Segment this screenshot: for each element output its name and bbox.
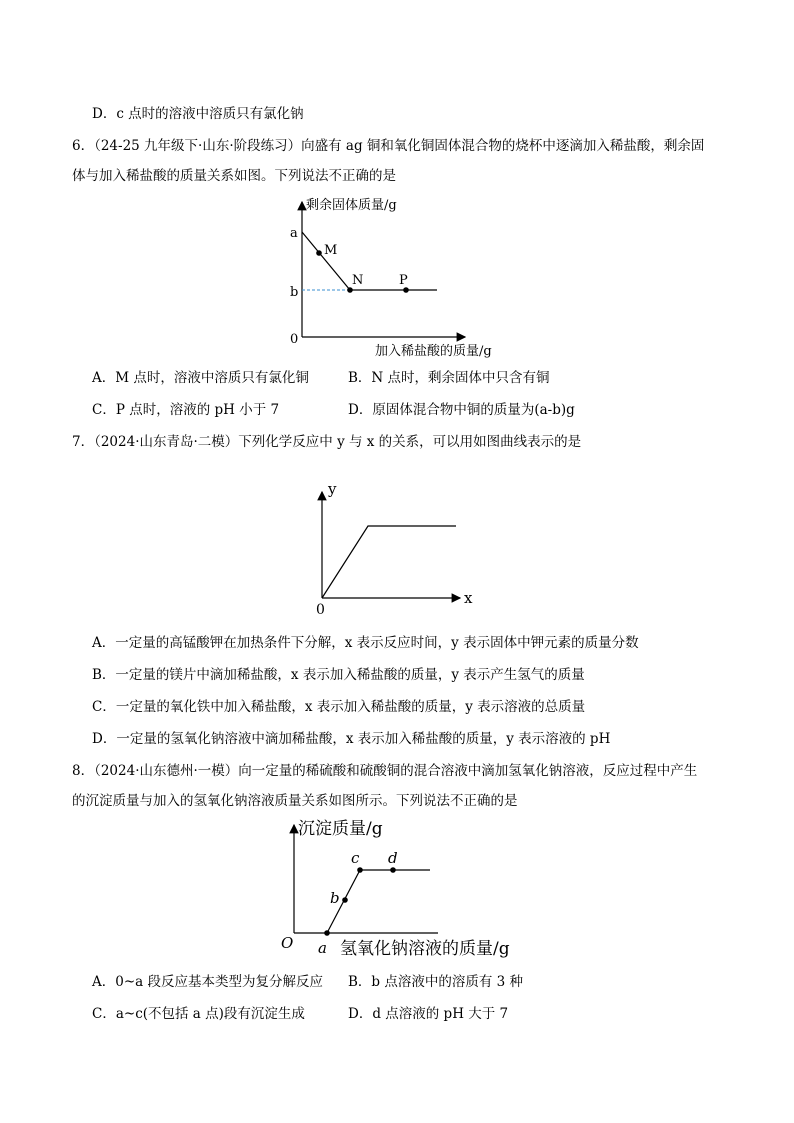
q8-label-a: a xyxy=(318,939,327,957)
q6-label-p: P xyxy=(399,273,408,288)
q6-option-d: D．原固体混合物中铜的质量为(a-b)g xyxy=(348,402,575,418)
q8-option-b: B．b 点溶液中的溶质有 3 种 xyxy=(348,974,524,990)
q6-point-n xyxy=(347,287,353,293)
q6-label-m: M xyxy=(324,243,338,258)
q6-label-n: N xyxy=(352,273,364,288)
q8-point-d xyxy=(390,867,396,873)
q6-x-label: 加入稀盐酸的质量/g xyxy=(375,344,492,359)
q6-stem-line-1: 6．（24-25 九年级下·山东·阶段练习）向盛有 ag 铜和氧化铜固体混合物的烧杯中逐滴加入稀盐酸，剩余固 xyxy=(72,138,705,154)
q6-option-c: C．P 点时，溶液的 pH 小于 7 xyxy=(92,402,280,418)
q8-curve xyxy=(327,870,430,933)
q7-option-a: A．一定量的高锰酸钾在加热条件下分解，x 表示反应时间，y 表示固体中钾元素的质量分数 xyxy=(92,635,639,651)
q6-point-m xyxy=(316,250,322,256)
q6-curve xyxy=(302,232,437,290)
q6-option-a: A．M 点时，溶液中溶质只有氯化铜 xyxy=(92,370,309,386)
q6-y-label: 剩余固体质量/g xyxy=(306,198,397,213)
q6-tick-b: b xyxy=(290,285,299,300)
q8-point-b xyxy=(342,897,348,903)
q6-stem-line-2: 体与加入稀盐酸的质量关系如图。下列说法不正确的是 xyxy=(72,168,396,184)
q8-label-b: b xyxy=(330,889,340,907)
q6-point-p xyxy=(403,287,409,293)
q7-option-c: C．一定量的氧化铁中加入稀盐酸，x 表示加入稀盐酸的质量，y 表示溶液的总质量 xyxy=(92,699,586,715)
q8-option-c: C．a~c(不包括 a 点)段有沉淀生成 xyxy=(92,1006,305,1022)
q8-point-c xyxy=(357,867,363,873)
q6-graph xyxy=(280,192,530,364)
q7-option-d: D．一定量的氢氧化钠溶液中滴加稀盐酸，x 表示加入稀盐酸的质量，y 表示溶液的 pH xyxy=(92,731,611,747)
q7-y-label: y xyxy=(328,480,337,498)
q8-stem-line-2: 的沉淀质量与加入的氢氧化钠溶液质量关系如图所示。下列说法不正确的是 xyxy=(72,793,518,809)
q8-label-d: d xyxy=(388,849,398,867)
q7-curve xyxy=(322,526,456,598)
q6-tick-a: a xyxy=(290,226,298,241)
q8-option-a: A．0~a 段反应基本类型为复分解反应 xyxy=(92,974,323,990)
q8-stem-line-1: 8．（2024·山东德州·一模）向一定量的稀硫酸和硫酸铜的混合溶液中滴加氢氧化钠溶液，反应过程中产生 xyxy=(72,763,698,779)
q8-point-a xyxy=(324,930,330,936)
q7-x-label: x xyxy=(464,589,473,607)
q5-option-d: D．c 点时的溶液中溶质只有氯化钠 xyxy=(92,106,304,122)
q8-graph xyxy=(278,815,538,963)
q8-y-label: 沉淀质量/g xyxy=(298,819,383,839)
q7-option-b: B．一定量的镁片中滴加稀盐酸，x 表示加入稀盐酸的质量，y 表示产生氢气的质量 xyxy=(92,667,585,683)
q8-x-label: 氢氧化钠溶液的质量/g xyxy=(340,939,510,959)
q7-stem: 7．（2024·山东青岛·二模）下列化学反应中 y 与 x 的关系，可以用如图曲线表示的是 xyxy=(72,434,582,450)
q7-graph xyxy=(310,458,490,618)
q8-label-c: c xyxy=(351,849,360,867)
q7-origin: 0 xyxy=(316,602,325,618)
q6-option-b: B．N 点时，剩余固体中只含有铜 xyxy=(348,370,550,386)
q6-origin: 0 xyxy=(290,332,299,347)
q8-origin: O xyxy=(281,934,294,952)
q8-option-d: D．d 点溶液的 pH 大于 7 xyxy=(348,1006,509,1022)
